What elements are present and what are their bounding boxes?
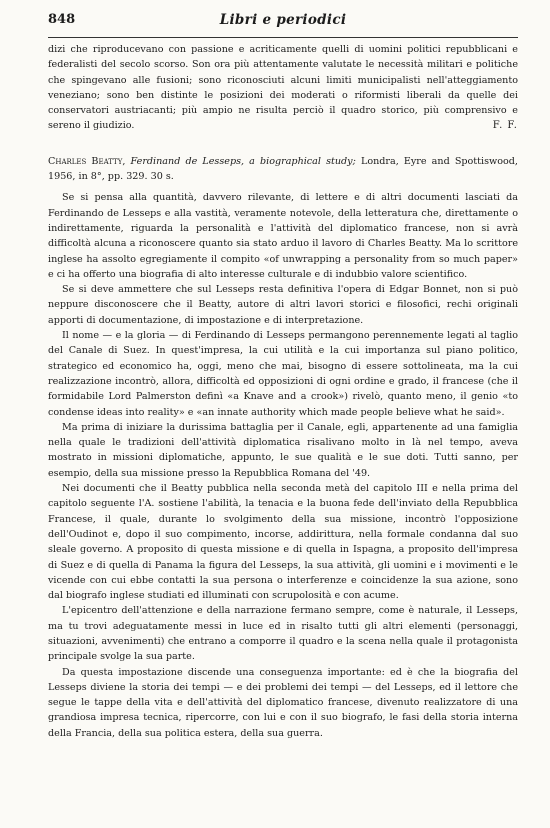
paragraph: Se si pensa alla quantità, davvero rilevante, di lettere e di altri documenti lasciati da Ferdinando de Lesseps e alla vastità, veramente notevole, della letteratura che, direttamente o indirettamente, riguarda la personalità e l'attività del diplomatico francese, non si avrà difficoltà alcuna a riconoscere quanto sia stato arduo il lavoro di Charles Beatty. Ma lo scrittore inglese ha assolto egregiamente il compito «of unwrapping a personality from so much paper» e ci ha offerto una biografia di alto interesse culturale e di indubbio valore scientifico. <box>48 192 518 280</box>
review-book-title: Ferdinand de Lesseps, a biographical study; <box>130 155 356 167</box>
review-publication: Londra, Eyre and Spottiswood, 1956, in 8°, pp. 329. 30 s. <box>48 155 518 183</box>
previous-review-text: dizi che riproducevano con passione e acriticamente quelli di uomini politici repubblicani e federalisti del secolo scorso. Son ora più attentamente valutate le necessità militari e politiche che spingevano alle fusioni; sono riconosciuti alcuni limiti municipalisti nell'atteggiamento veneziano; sono ben distinte le posizioni dei moderati o riformisti liberali da quelle dei conservatori austriacanti; più ampio ne risulta perciò il quadro storico, più comprensivo e sereno il giudizio. <box>48 44 518 132</box>
running-title: Libri e periodici <box>219 12 347 28</box>
page-number: 848 <box>48 12 76 27</box>
paragraph: Se si deve ammettere che sul Lesseps resta definitiva l'opera di Edgar Bonnet, non si può neppure disconoscere che il Beatty, autore di altri lavori storici e filosofici, rechi originali apporti di documentazione, di impostazione e di interpretazione. <box>48 284 518 326</box>
paragraph: Ma prima di iniziare la durissima battaglia per il Canale, egli, appartenente ad una famiglia nella quale le tradizioni dell'attività diplomatica risalivano molto in là nel tempo, aveva mostrato in missioni diplomatiche, appunto, le sue qualità e le sue doti. Tutti sanno, per esempio, della sua missione presso la Repubblica Romana del '49. <box>48 421 518 479</box>
paragraph: Il nome — e la gloria — di Ferdinando di Lesseps permangono perennemente legati al taglio del Canale di Suez. In quest'impresa, la cui utilità e la cui importanza sul piano politico, strategico ed economico ha, oggi, meno che mai, bisogno di essere sottolineata, ma la cui realizzazione incontrò, allora, difficoltà ed opposizioni di ogni ordine e grado, il francese (che il formidabile Lord Palmerston definì «a Knave and a crook») rivelò, quanto meno, il genio «to condense ideas into reality» e «an innate authority which made people believe what he said». <box>48 330 518 418</box>
paragraph: L'epicentro dell'attenzione e della narrazione fermano sempre, come è naturale, il Lesseps, ma tu trovi adeguatamente messi in luce ed in risalto tutti gli altri elementi (personaggi, situazioni, avvenimenti) che entrano a comporre il quadro e la scena nella quale il protagonista principale svolge la sua parte. <box>48 605 518 663</box>
running-header <box>48 12 518 34</box>
paragraph: Nei documenti che il Beatty pubblica nella seconda metà del capitolo III e nella prima del capitolo seguente l'A. sostiene l'abilità, la tenacia e la buona fede dell'inviato della Repubblica Francese, il quale, durante lo svolgimento della sua missione, incontrò l'opposizione dell'Oudinot e, dopo il suo compimento, incorse, addirittura, nella formale condanna dal suo sleale governo. A proposito di questa missione e di quella in Ispagna, a proposito dell'impresa di Suez e di quella di Panama la figura del Lesseps, la sua attività, gli uomini e i movimenti e le vicende con cui ebbe contatti la sua persona o interferenze e coincidenze la sua azione, sono dal biografo inglese studiati ed illuminati con scrupolosità e con acume. <box>48 483 518 602</box>
reviewer-signature: F. F. <box>492 120 518 132</box>
review-citation <box>48 154 518 185</box>
review-body <box>48 190 518 741</box>
previous-review-ending <box>48 42 518 134</box>
header-rule <box>48 37 518 38</box>
paragraph: Da questa impostazione discende una conseguenza importante: ed è che la biografia del Lesseps diviene la storia dei tempi — e dei problemi dei tempi — del Lesseps, ed il lettore che segue le tappe della vita e dell'attività del diplomatico francese, divenuto realizzatore di una grandiosa impresa tecnica, ripercorre, con lui e con il suo biografo, le fasi della storia interna della Francia, della sua politica estera, della sua guerra. <box>48 666 518 739</box>
review-author: Charles Beatty, <box>48 155 126 167</box>
page <box>48 12 518 741</box>
